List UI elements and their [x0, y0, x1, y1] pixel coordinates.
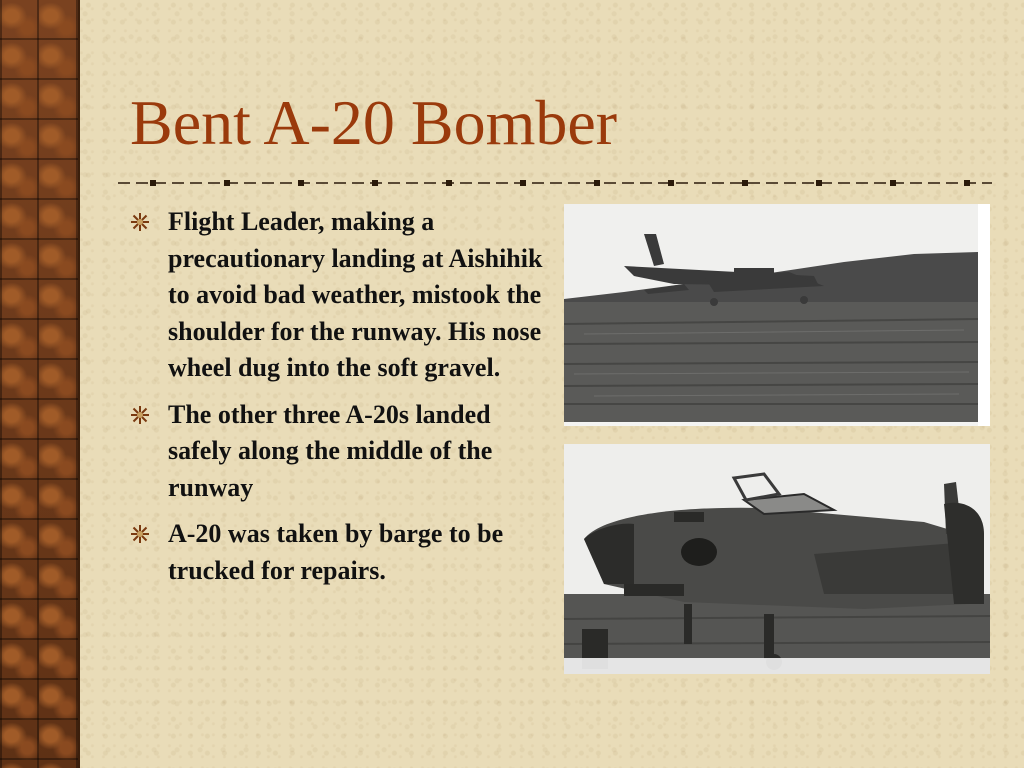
bullet-item	[130, 204, 550, 387]
bullet-item	[130, 397, 550, 507]
bullet-text: The other three A-20s landed safely along the middle of the runway	[168, 399, 493, 502]
title-divider	[118, 178, 992, 188]
damaged-bomber-nose-photo	[564, 444, 990, 674]
starburst-bullet-icon	[130, 212, 150, 232]
bomber-on-runway-photo	[564, 204, 990, 426]
strip-edge	[78, 0, 80, 768]
bullet-text: A-20 was taken by barge to be trucked for repairs.	[168, 519, 504, 585]
slide-title: Bent A-20 Bomber	[130, 87, 618, 158]
starburst-bullet-icon	[130, 524, 150, 544]
bullet-text: Flight Leader, making a precautionary landing at Aishihik to avoid bad weather, mistook the shoulder for the runway. His nose wheel dug into the soft gravel.	[168, 207, 543, 382]
decorative-side-strip	[0, 0, 78, 768]
bullet-list	[130, 204, 550, 599]
starburst-bullet-icon	[130, 405, 150, 425]
bullet-item	[130, 516, 550, 589]
